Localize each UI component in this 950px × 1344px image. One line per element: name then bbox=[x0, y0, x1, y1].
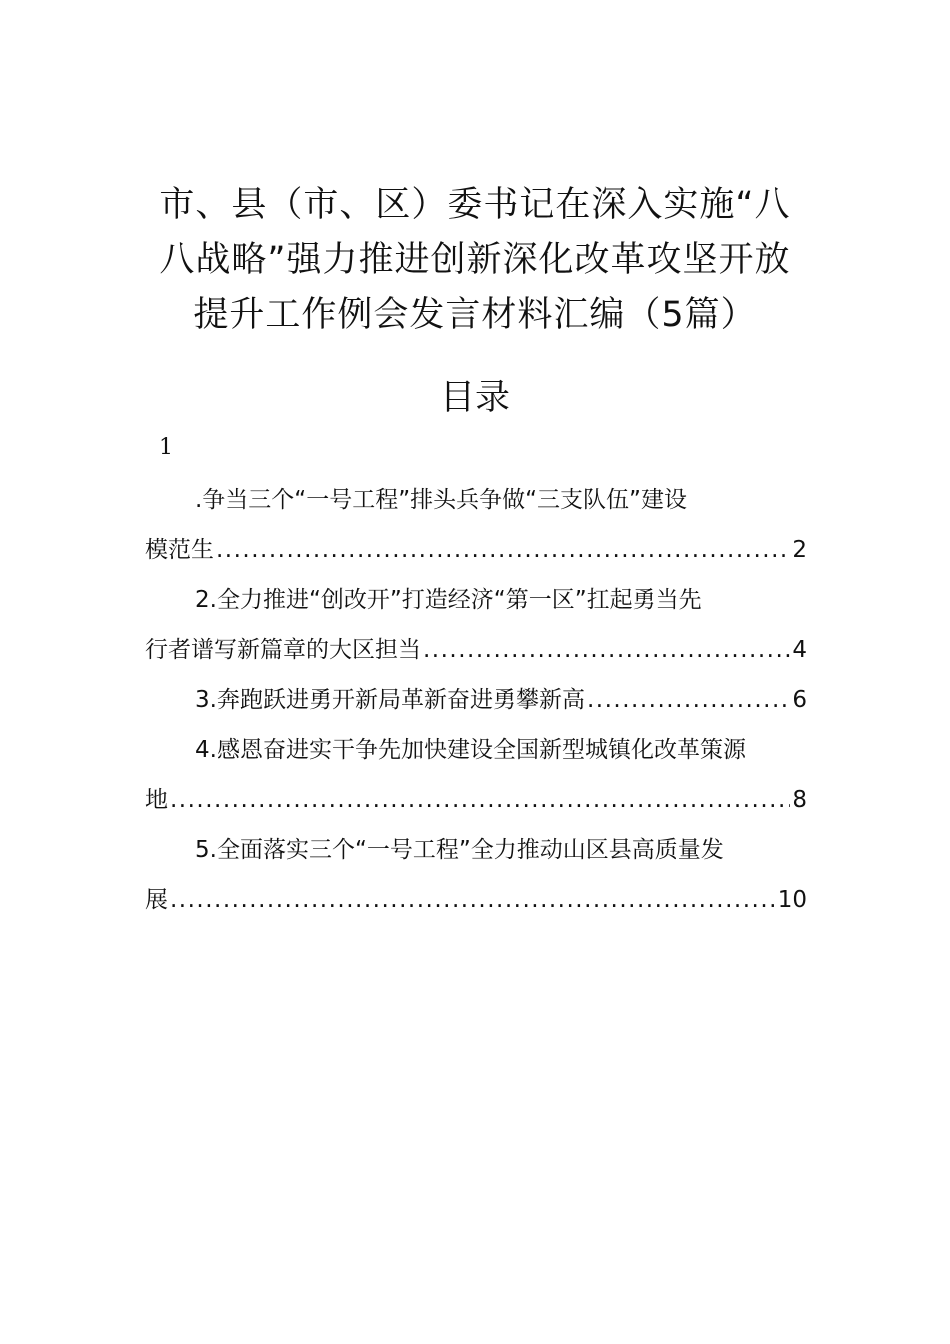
stray-number: 1 bbox=[159, 435, 173, 460]
toc-entry[interactable] bbox=[145, 475, 807, 575]
toc-entry-line bbox=[145, 725, 807, 775]
toc-entry-line bbox=[145, 525, 807, 575]
toc-entry-line bbox=[145, 575, 807, 625]
toc-entry-title: .争当三个“一号工程”排头兵争做“三支队伍”建设 bbox=[195, 487, 687, 513]
dot-leader bbox=[170, 775, 790, 825]
toc-entry-line bbox=[145, 675, 807, 725]
toc-entry-title: 4.感恩奋进实干争先加快建设全国新型城镇化改革策源 bbox=[195, 737, 746, 763]
toc-page-number: 10 bbox=[777, 887, 807, 913]
table-of-contents bbox=[145, 475, 807, 925]
toc-page-number: 8 bbox=[792, 787, 807, 813]
toc-entry-line bbox=[145, 825, 807, 875]
toc-entry-line bbox=[145, 625, 807, 675]
toc-entry-title-continued: 模范生 bbox=[145, 537, 214, 563]
dot-leader bbox=[216, 525, 790, 575]
toc-heading: 目录 bbox=[439, 378, 510, 418]
dot-leader bbox=[587, 675, 790, 725]
toc-entry[interactable] bbox=[145, 725, 807, 825]
toc-page-number: 4 bbox=[792, 637, 807, 663]
dot-leader bbox=[170, 875, 776, 925]
dot-leader bbox=[423, 625, 790, 675]
title-line: 提升工作例会发言材料汇编（5篇） bbox=[193, 295, 757, 335]
toc-entry-line bbox=[145, 475, 807, 525]
toc-page-number: 2 bbox=[792, 537, 807, 563]
toc-entry[interactable] bbox=[145, 675, 807, 725]
toc-entry-title: 3.奔跑跃进勇开新局革新奋进勇攀新高 bbox=[195, 687, 585, 713]
document-title bbox=[140, 178, 810, 343]
toc-entry-title: 2.全力推进“创改开”打造经济“第一区”扛起勇当先 bbox=[195, 587, 702, 613]
toc-entry[interactable] bbox=[145, 825, 807, 925]
toc-entry-title-continued: 展 bbox=[145, 887, 168, 913]
title-line: 市、县（市、区）委书记在深入实施“八 bbox=[159, 185, 791, 225]
toc-entry-title: 5.全面落实三个“一号工程”全力推动山区县高质量发 bbox=[195, 837, 724, 863]
toc-entry-line bbox=[145, 875, 807, 925]
toc-entry[interactable] bbox=[145, 575, 807, 675]
toc-entry-title-continued: 行者谱写新篇章的大区担当 bbox=[145, 637, 421, 663]
toc-entry-line bbox=[145, 775, 807, 825]
toc-page-number: 6 bbox=[792, 687, 807, 713]
toc-entry-title-continued: 地 bbox=[145, 787, 168, 813]
title-line: 八战略”强力推进创新深化改革攻坚开放 bbox=[159, 240, 791, 280]
